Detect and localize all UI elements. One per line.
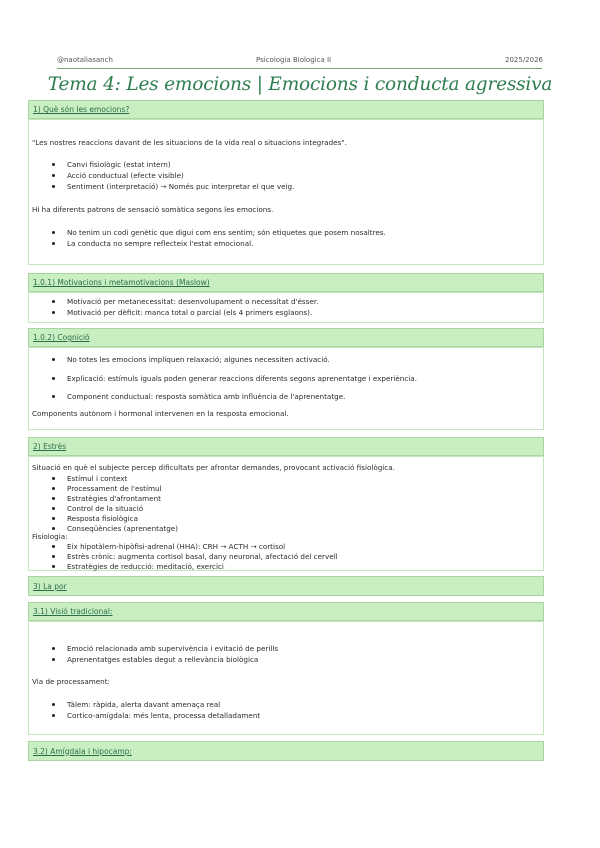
list-item: Eix hipotàlem-hipòfisi-adrenal (HHA): CRH → ACTH → cortisol [67,542,286,551]
header-divider [57,68,542,69]
s1-paragraph: Hi ha diferents patrons de sensació somàtica segons les emocions. [32,205,274,214]
s2-fisio-label: Fisiologia: [32,532,68,541]
list-item: Component conductual: resposta somàtica amb influència de l'aprenentatge. [67,392,346,401]
s102-paragraph: Components autònom i hormonal intervenen en la resposta emocional. [32,409,289,418]
list-item: Explicació: estímuls iguals poden generar reaccions diferents segons aprenentatge i experiència. [67,374,417,383]
list-item: Canvi fisiològic (estat intern) [67,160,171,169]
list-item: Emoció relacionada amb supervivència i evitació de perills [67,644,279,653]
section-heading-1-0-1[interactable]: 1.0.1) Motivacions i metamotivacions (Maslow) [28,273,544,292]
s2-intro: Situació en què el subjecte percep dificultats per afrontar demandes, provocant activació fisiològica. [32,463,395,472]
list-item: Acció conductual (efecte visible) [67,171,184,180]
section-heading-3-1[interactable]: 3.1) Visió tradicional: [28,602,544,621]
list-item: Estratègies de reducció: meditació, exercici [67,562,224,571]
section-heading-2[interactable]: 2) Estrès [28,437,544,456]
section-heading-1[interactable]: 1) Què són les emocions? [28,100,544,119]
list-item: Resposta fisiològica [67,514,139,523]
header-course: Psicologia Biologica II [256,56,332,64]
list-item: Tàlem: ràpida, alerta davant amenaça real [67,700,221,709]
s1-quote: "Les nostres reaccions davant de les situacions de la vida real o situacions integrades". [32,138,347,147]
list-item: Estratègies d'afrontament [67,494,161,503]
list-item: Motivació per dèficit: manca total o parcial (els 4 primers esglaons). [67,308,313,317]
section-heading-3-2[interactable]: 3.2) Amígdala i hipocamp: [28,741,544,761]
list-item: Estrès crònic: augmenta cortisol basal, dany neuronal, afectació del cervell [67,552,338,561]
page-title: Tema 4: Les emocions | Emocions i conducta agressiva [47,74,553,95]
list-item: No totes les emocions impliquen relaxació; algunes necessiten activació. [67,355,330,364]
list-item: La conducta no sempre reflecteix l'estat emocional. [67,239,254,248]
list-item: Aprenentatges estables degut a rellevància biològica [67,655,259,664]
list-item: Conseqüències (aprenentatge) [67,524,178,533]
section-heading-3[interactable]: 3) La por [28,576,544,596]
list-item: Estímul i context [67,474,128,483]
section-heading-1-0-2[interactable]: 1.0.2) Cognició [28,328,544,347]
list-item: No tenim un codi genètic que digui com ens sentim; són etiquetes que posem nosaltres. [67,228,386,237]
list-item: Control de la situació [67,504,144,513]
list-item: Processament de l'estímul [67,484,162,493]
s31-via-label: Via de processament: [32,677,110,686]
header-year: 2025/2026 [505,56,543,64]
list-item: Motivació per metanecessitat: desenvolupament o necessitat d'ésser. [67,297,319,306]
list-item: Cortico-amígdala: més lenta, processa detalladament [67,711,261,720]
header-author: @naotaliasanch [57,56,113,64]
list-item: Sentiment (interpretació) → Només puc interpretar el que veig. [67,182,295,191]
